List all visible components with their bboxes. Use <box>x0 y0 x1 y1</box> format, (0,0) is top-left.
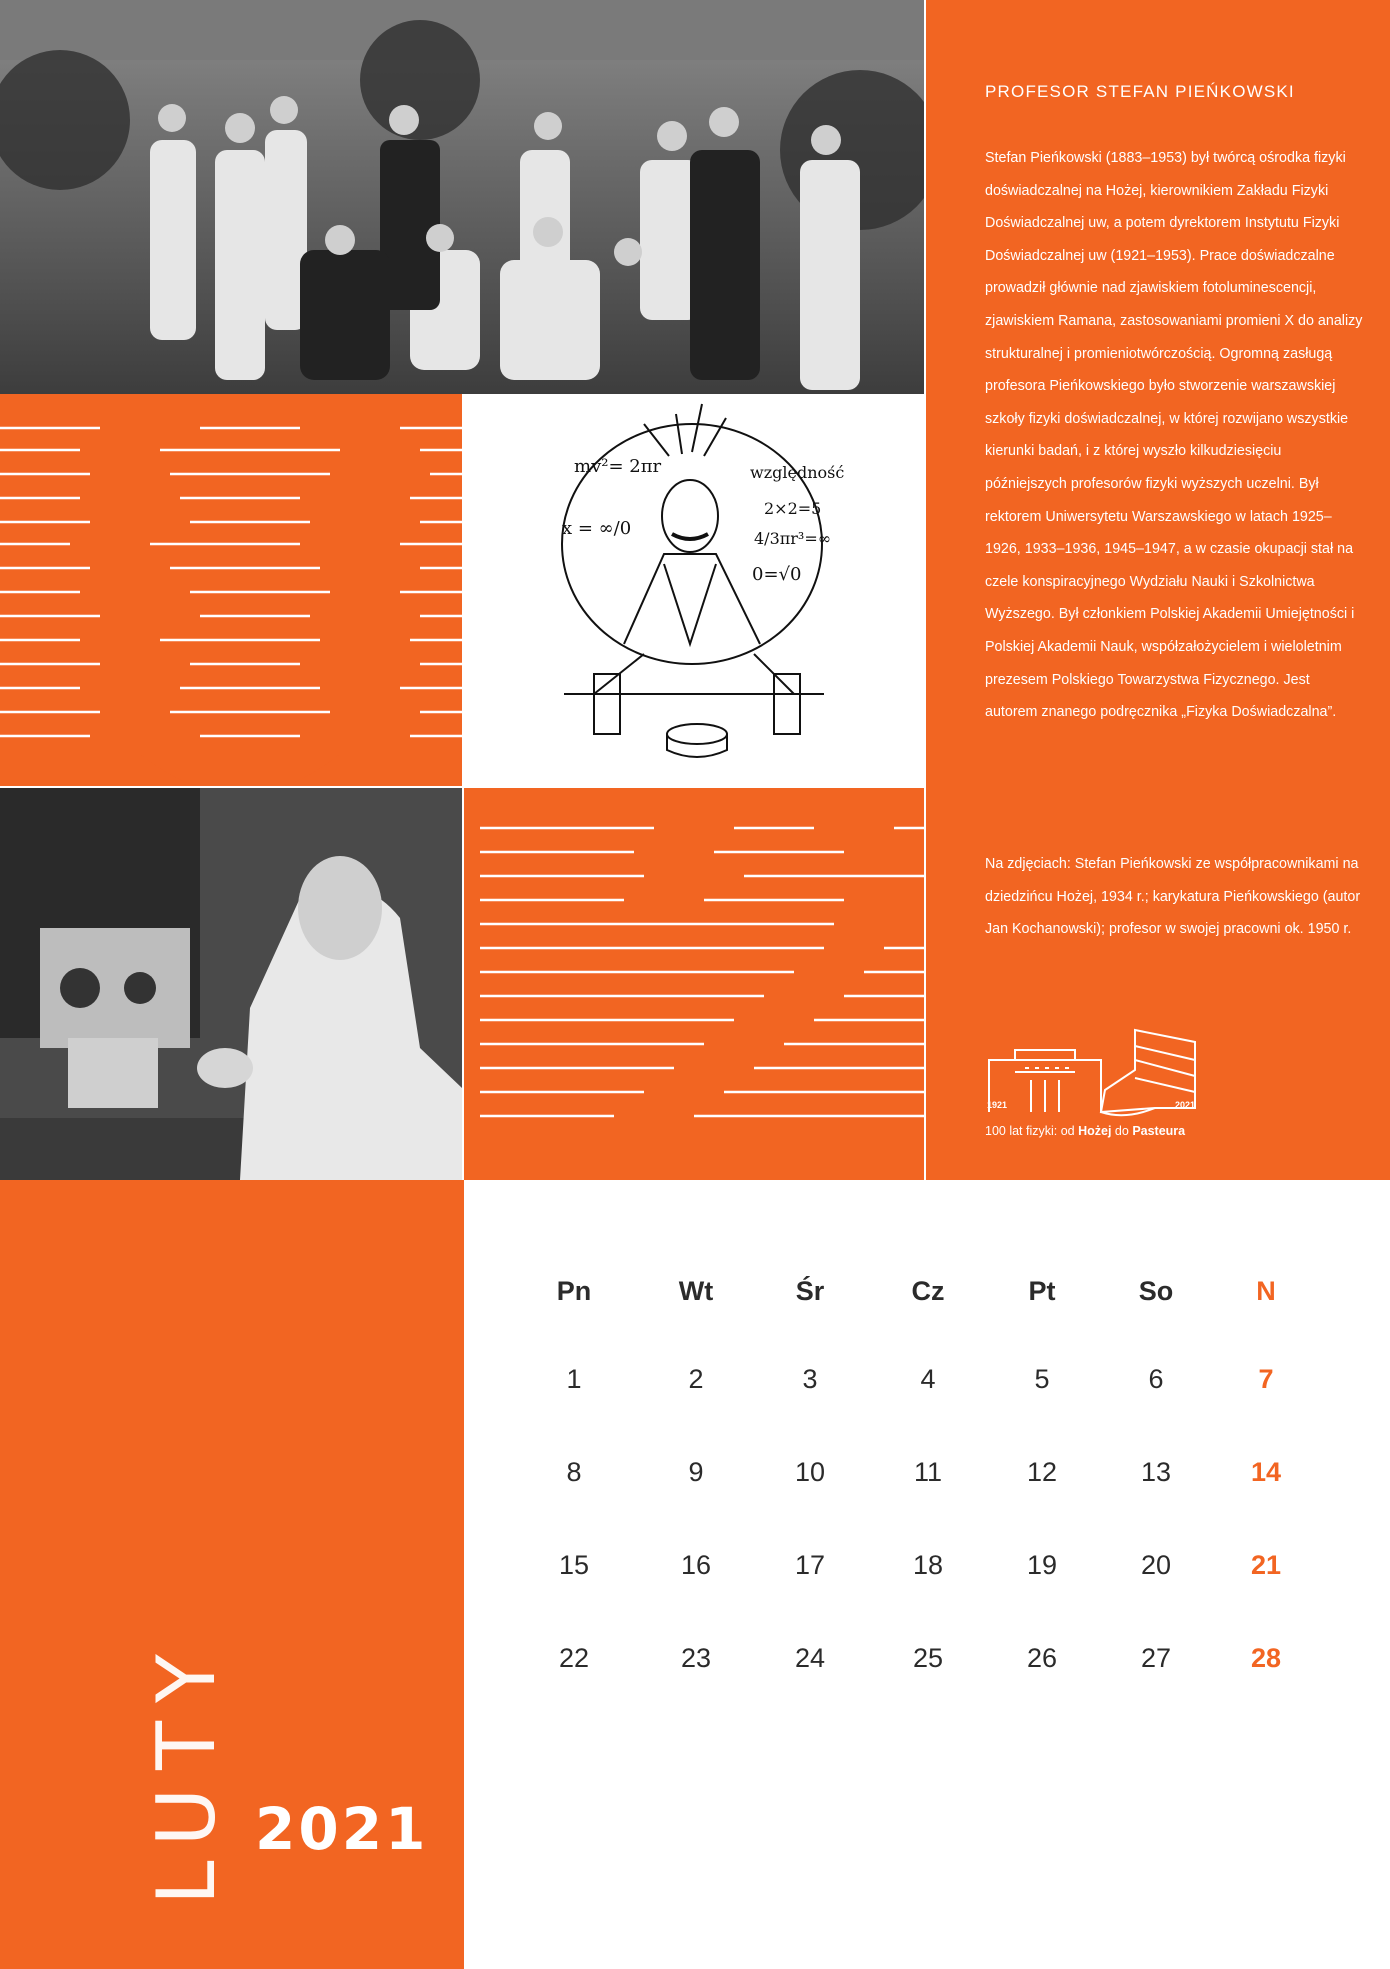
weekday-1: Wt <box>678 1276 714 1306</box>
calendar-day: 9 <box>688 1457 704 1487</box>
weekday-4: Pt <box>1028 1276 1056 1306</box>
logo-tagline-pre: 100 lat fizyki: od <box>985 1124 1079 1138</box>
anniversary-logo <box>985 1020 1235 1140</box>
logo-tagline-pasteura: Pasteura <box>1132 1124 1186 1138</box>
calendar-day: 8 <box>566 1457 582 1487</box>
calendar-day: 22 <box>558 1643 590 1673</box>
calendar-day: 18 <box>912 1550 944 1580</box>
svg-text:4/3πr³=∞: 4/3πr³=∞ <box>754 529 832 548</box>
svg-text:x = ∞/0: x = ∞/0 <box>562 518 632 539</box>
logo-year-left: 1921 <box>987 1100 1008 1110</box>
svg-text:mv²= 2πr: mv²= 2πr <box>574 456 662 477</box>
calendar-day: 19 <box>1026 1550 1058 1580</box>
svg-text:względność: względność <box>750 463 845 482</box>
calendar-day: 13 <box>1140 1457 1172 1487</box>
calendar-day: 7 <box>1258 1364 1274 1394</box>
calendar-day: 1 <box>566 1364 582 1394</box>
calendar-day: 25 <box>912 1643 944 1673</box>
weekday-0: Pn <box>556 1276 592 1306</box>
info-panel <box>926 0 1390 1180</box>
group-photo <box>0 0 924 394</box>
calendar-day: 10 <box>794 1457 826 1487</box>
calendar-day: 21 <box>1250 1550 1282 1580</box>
weekday-3: Cz <box>911 1276 945 1306</box>
month-panel <box>0 1180 464 1969</box>
calendar-day: 5 <box>1034 1364 1050 1394</box>
info-body: Stefan Pieńkowski (1883–1953) był twórcą ośrodka fizyki doświadczalnej na Hożej, kierownikiem Zakładu Fizyki Doświadczalnej uw, a potem dyrektorem Instytutu Fizyki Doświadczalnej uw (1921–1953). Prace doświadczalne prowadził głównie nad zjawiskiem fotoluminescencji, zjawiskiem Ramana, zastosowaniami promieni X do analizy strukturalnej i promieniotwórczością. Ogromną zasługą profesora Pieńkowskiego było stworzenie warszawskiej szkoły fizyki doświadczalnej, w której rozwijano wszystkie kierunki badań, i z której wyszło kilkudziesięciu późniejszych profesorów fizyki wyższych uczelni. Był rektorem Uniwersytetu Warszawskiego w latach 1925–1926, 1933–1936, 1945–1947, a w czasie okupacji stał na czele konspiracyjnego Wydziału Nauki i Szkolnictwa Wyższego. Był członkiem Polskiej Akademii Umiejętności i Polskiej Akademii Nauk, współzałożycielem i wieloletnim prezesem Polskiego Towarzystwa Fizycznego. Jest autorem znanego podręcznika „Fizyka Doświadczalna”. <box>985 150 1363 721</box>
decor-digit-zero <box>0 394 462 786</box>
info-title: PROFESOR STEFAN PIEŃKOWSKI <box>985 82 1295 101</box>
calendar-day: 4 <box>920 1364 936 1394</box>
calendar-day: 24 <box>794 1643 826 1673</box>
weekday-6: N <box>1256 1276 1276 1306</box>
caricature-sketch <box>464 394 924 786</box>
calendar-grid <box>464 1180 1390 1969</box>
info-caption: Na zdjęciach: Stefan Pieńkowski ze współpracownikami na dziedzińcu Hożej, 1934 r.; karykatura Pieńkowskiego (autor Jan Kochanowski); profesor w swojej pracowni ok. 1950 r. <box>985 856 1361 938</box>
building-logo-icon <box>985 1020 1235 1120</box>
calendar-day: 16 <box>680 1550 712 1580</box>
calendar-day: 2 <box>688 1364 704 1394</box>
svg-text:2×2=5: 2×2=5 <box>764 499 822 518</box>
calendar-day: 3 <box>802 1364 818 1394</box>
calendar-day: 17 <box>794 1550 826 1580</box>
logo-tagline-mid: do <box>1111 1124 1133 1138</box>
logo-tagline <box>985 1124 1235 1138</box>
calendar-day: 20 <box>1140 1550 1172 1580</box>
lab-photo <box>0 788 462 1180</box>
svg-text:0=√0: 0=√0 <box>752 564 802 585</box>
calendar-day: 12 <box>1026 1457 1058 1487</box>
month-name: LUTY <box>140 1636 233 1905</box>
logo-tagline-hozej: Hożej <box>1078 1124 1112 1138</box>
calendar-day: 28 <box>1250 1643 1282 1673</box>
calendar-day: 27 <box>1140 1643 1172 1673</box>
calendar-day: 23 <box>680 1643 712 1673</box>
calendar-day: 14 <box>1250 1457 1282 1487</box>
weekday-2: Śr <box>795 1276 825 1306</box>
calendar-day: 11 <box>913 1457 943 1487</box>
weekday-5: So <box>1138 1276 1174 1306</box>
year: 2021 <box>255 1795 429 1863</box>
decor-digit-two <box>464 788 924 1180</box>
logo-year-right: 2021 <box>1175 1100 1196 1110</box>
calendar-day: 26 <box>1026 1643 1058 1673</box>
calendar-day: 15 <box>558 1550 590 1580</box>
calendar-day: 6 <box>1148 1364 1164 1394</box>
